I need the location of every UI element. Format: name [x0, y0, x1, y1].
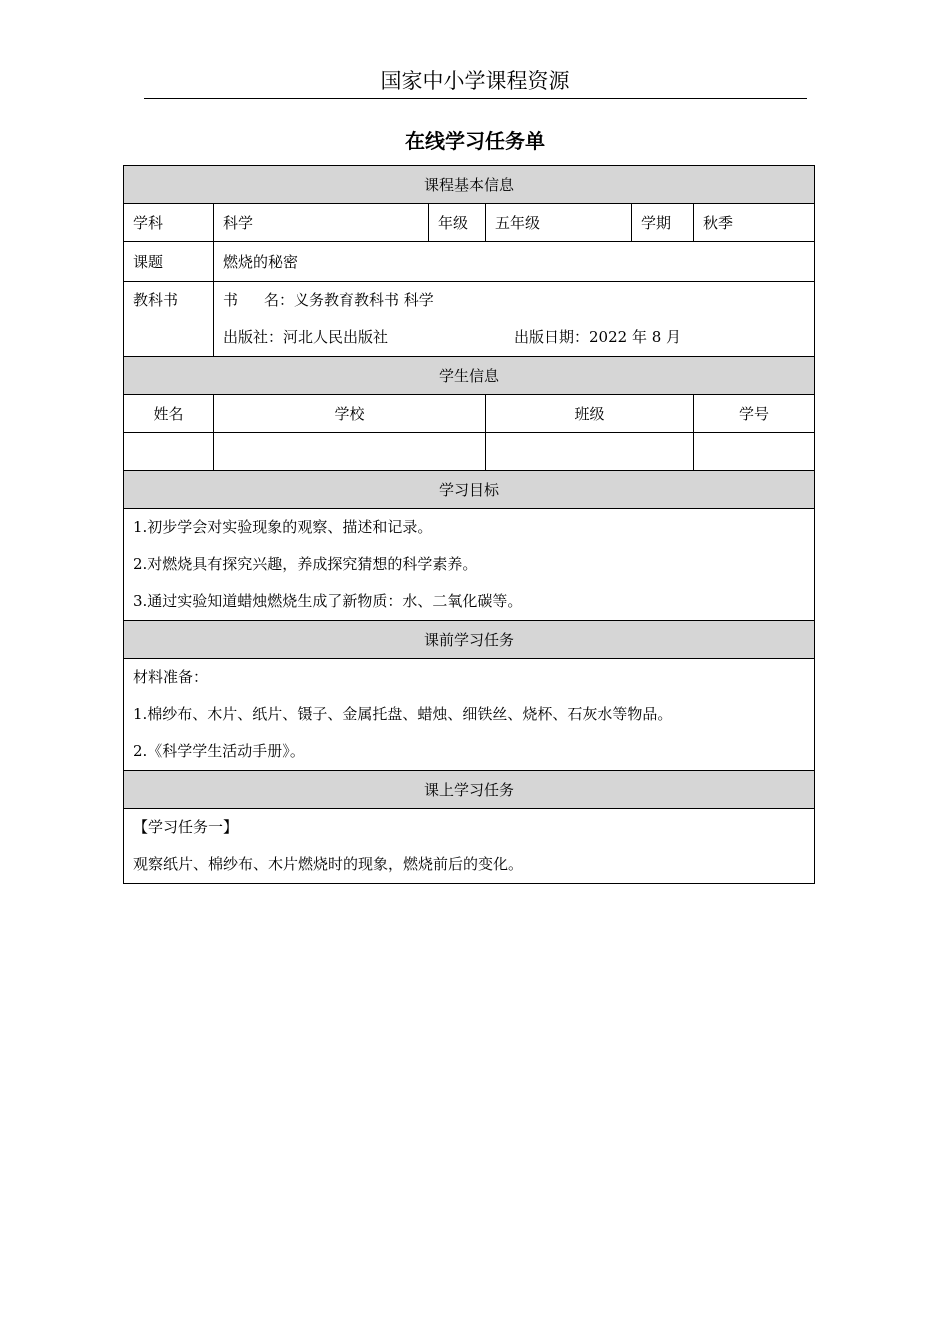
school-header: 学校	[214, 395, 486, 433]
topic-value: 燃烧的秘密	[214, 242, 815, 282]
goals-section-header: 学习目标	[124, 471, 815, 509]
pre-class-content	[124, 659, 815, 771]
goal-item: 1.初步学会对实验现象的观察、描述和记录。	[133, 518, 433, 536]
in-class-content	[124, 809, 815, 884]
student-id-header: 学号	[694, 395, 815, 433]
subject-label: 学科	[124, 204, 214, 242]
pre-class-item: 2.《科学学生活动手册》。	[133, 742, 305, 760]
task-sheet-table	[123, 165, 815, 884]
class-field[interactable]	[486, 433, 694, 471]
pre-class-item: 材料准备：	[133, 668, 209, 686]
grade-label: 年级	[429, 204, 486, 242]
document-title: 在线学习任务单	[405, 129, 545, 153]
student-name-field[interactable]	[124, 433, 214, 471]
header-divider	[144, 98, 807, 99]
in-class-item: 观察纸片、棉纱布、木片燃烧时的现象，燃烧前后的变化。	[133, 855, 524, 873]
goal-item: 3.通过实验知道蜡烛燃烧生成了新物质：水、二氧化碳等。	[133, 592, 523, 610]
subject-value: 科学	[214, 204, 429, 242]
pre-class-item: 1.棉纱布、木片、纸片、镊子、金属托盘、蜡烛、细铁丝、烧杯、石灰水等物品。	[133, 705, 673, 723]
grade-value: 五年级	[486, 204, 632, 242]
term-value: 秋季	[694, 204, 815, 242]
pre-class-section-header: 课前学习任务	[124, 621, 815, 659]
student-info-section-header: 学生信息	[124, 357, 815, 395]
goals-content	[124, 509, 815, 621]
class-header: 班级	[486, 395, 694, 433]
topic-label: 课题	[124, 242, 214, 282]
site-title: 国家中小学课程资源	[380, 69, 570, 93]
in-class-section-header: 课上学习任务	[124, 771, 815, 809]
publisher-line	[223, 319, 805, 356]
school-field[interactable]	[214, 433, 486, 471]
student-name-header: 姓名	[124, 395, 214, 433]
textbook-label-text: 教科书	[133, 291, 179, 309]
term-label: 学期	[632, 204, 694, 242]
course-info-section-header: 课程基本信息	[124, 166, 815, 204]
in-class-item: 【学习任务一】	[133, 818, 239, 836]
publish-date: 出版日期：2022 年 8 月	[514, 328, 682, 346]
goal-item: 2.对燃烧具有探究兴趣，养成探究猜想的科学素养。	[133, 555, 478, 573]
book-name: 名：义务教育教科书 科学	[264, 291, 434, 309]
book-name-prefix: 书	[223, 291, 239, 309]
publisher: 出版社：河北人民出版社	[223, 328, 389, 346]
student-id-field[interactable]	[694, 433, 815, 471]
textbook-label	[124, 282, 214, 357]
textbook-details	[214, 282, 815, 357]
book-name-line	[223, 282, 805, 319]
